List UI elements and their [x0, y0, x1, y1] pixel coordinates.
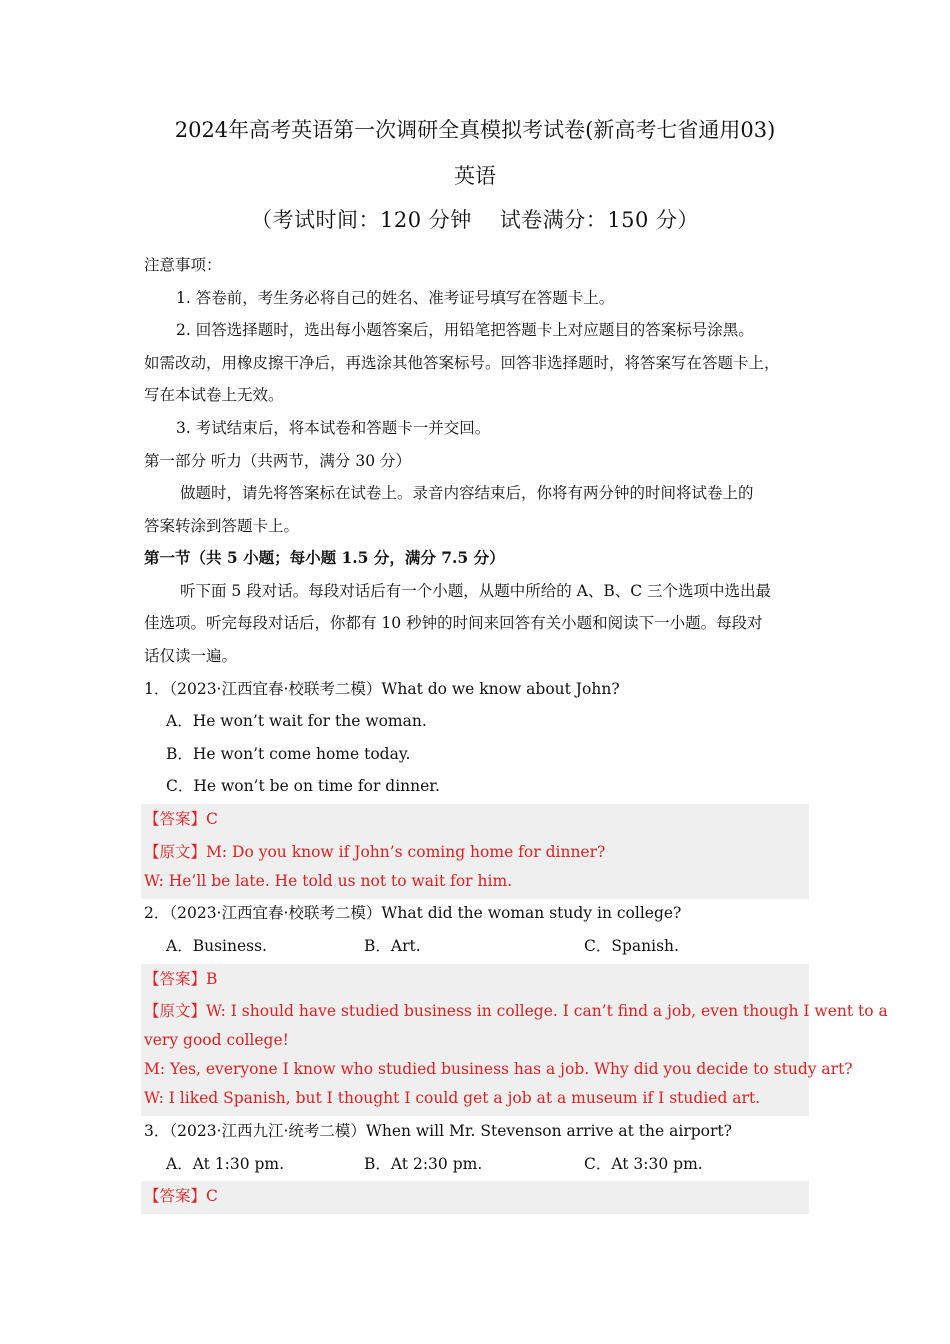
- section1-instruction-line-3: 话仅读一遍。: [144, 647, 238, 665]
- question-1-option-b: B．He won’t come home today.: [166, 745, 411, 763]
- question-3-answer: [144, 1184, 810, 1206]
- question-3-option-c: C．At 3:30 pm.: [584, 1155, 703, 1173]
- notice-heading: 注意事项：: [144, 256, 222, 274]
- notice-item-2-line-3: 写在本试卷上无效。: [144, 386, 284, 404]
- question-2-transcript-line-4: W: I liked Spanish, but I thought I could get a job at a museum if I studied art.: [144, 1089, 761, 1107]
- question-2-transcript-line-1: [144, 999, 888, 1021]
- question-3-option-b: B．At 2:30 pm.: [364, 1155, 483, 1173]
- part1-heading: 第一部分 听力（共两节，满分 30 分）: [144, 452, 412, 470]
- transcript-tag: 【原文】: [144, 843, 207, 861]
- exam-title: 2024年高考英语第一次调研全真模拟考试卷(新高考七省通用03): [174, 118, 776, 142]
- question-1-option-a: A．He won’t wait for the woman.: [166, 712, 427, 730]
- part1-instruction-line-1: 做题时，请先将答案标在试卷上。录音内容结束后，你将有两分钟的时间将试卷上的: [180, 484, 754, 502]
- answer-value: C: [206, 1187, 218, 1205]
- question-2-option-c: C．Spanish.: [584, 937, 679, 955]
- notice-item-2-line-1: 2. 回答选择题时，选出每小题答案后，用铅笔把答题卡上对应题目的答案标号涂黑。: [176, 321, 754, 339]
- subject-title: 英语: [454, 164, 496, 188]
- question-2-transcript-line-3: M: Yes, everyone I know who studied business has a job. Why did you decide to study art?: [144, 1060, 853, 1078]
- question-1-answer: [144, 807, 810, 829]
- answer-value: B: [206, 970, 218, 988]
- notice-item-3: 3. 考试结束后，将本试卷和答题卡一并交回。: [176, 419, 491, 437]
- notice-item-2-line-2: 如需改动，用橡皮擦干净后，再选涂其他答案标号。回答非选择题时，将答案写在答题卡上，: [144, 354, 780, 372]
- full-score: 试卷满分：150 分）: [499, 208, 700, 232]
- question-1-option-c: C．He won’t be on time for dinner.: [166, 777, 440, 795]
- question-1-transcript-line-2: W: He’ll be late. He told us not to wait for him.: [144, 872, 513, 890]
- question-2-transcript-line-2: very good college!: [144, 1031, 289, 1049]
- notice-item-1: 1. 答卷前，考生务必将自己的姓名、准考证号填写在答题卡上。: [176, 289, 615, 307]
- section1-instruction-line-1: 听下面 5 段对话。每段对话后有一个小题，从题中所给的 A、B、C 三个选项中选出最: [180, 582, 772, 600]
- transcript-tag: 【原文】: [144, 1002, 207, 1020]
- exam-info: [0, 204, 950, 234]
- section1-instruction-line-2: 佳选项。听完每段对话后，你都有 10 秒钟的时间来回答有关小题和阅读下一小题。每段对: [144, 614, 763, 632]
- question-2-option-b: B．Art.: [364, 937, 421, 955]
- question-2-answer: [144, 967, 810, 989]
- question-1-transcript-line-1: [144, 840, 810, 862]
- question-2-option-a: A．Business.: [166, 937, 267, 955]
- answer-tag: 【答案】: [144, 970, 207, 988]
- part1-instruction-line-2: 答案转涂到答题卡上。: [144, 517, 300, 535]
- question-3-stem: 3．（2023·江西九江·统考二模）When will Mr. Stevenson arrive at the airport?: [144, 1122, 732, 1140]
- question-2-stem: 2．（2023·江西宜春·校联考二模）What did the woman study in college?: [144, 904, 682, 922]
- answer-tag: 【答案】: [144, 810, 207, 828]
- section1-heading: 第一节（共 5 小题；每小题 1.5 分，满分 7.5 分）: [144, 548, 505, 567]
- exam-time: （考试时间：120 分钟: [250, 208, 472, 232]
- answer-tag: 【答案】: [144, 1187, 207, 1205]
- question-3-option-a: A．At 1:30 pm.: [166, 1155, 285, 1173]
- answer-value: C: [206, 810, 218, 828]
- question-1-stem: 1．（2023·江西宜春·校联考二模）What do we know about John?: [144, 680, 620, 698]
- transcript-text: W: I should have studied business in college. I can’t find a job, even though I went to a: [206, 1002, 888, 1020]
- transcript-text: M: Do you know if John’s coming home for dinner?: [206, 843, 606, 861]
